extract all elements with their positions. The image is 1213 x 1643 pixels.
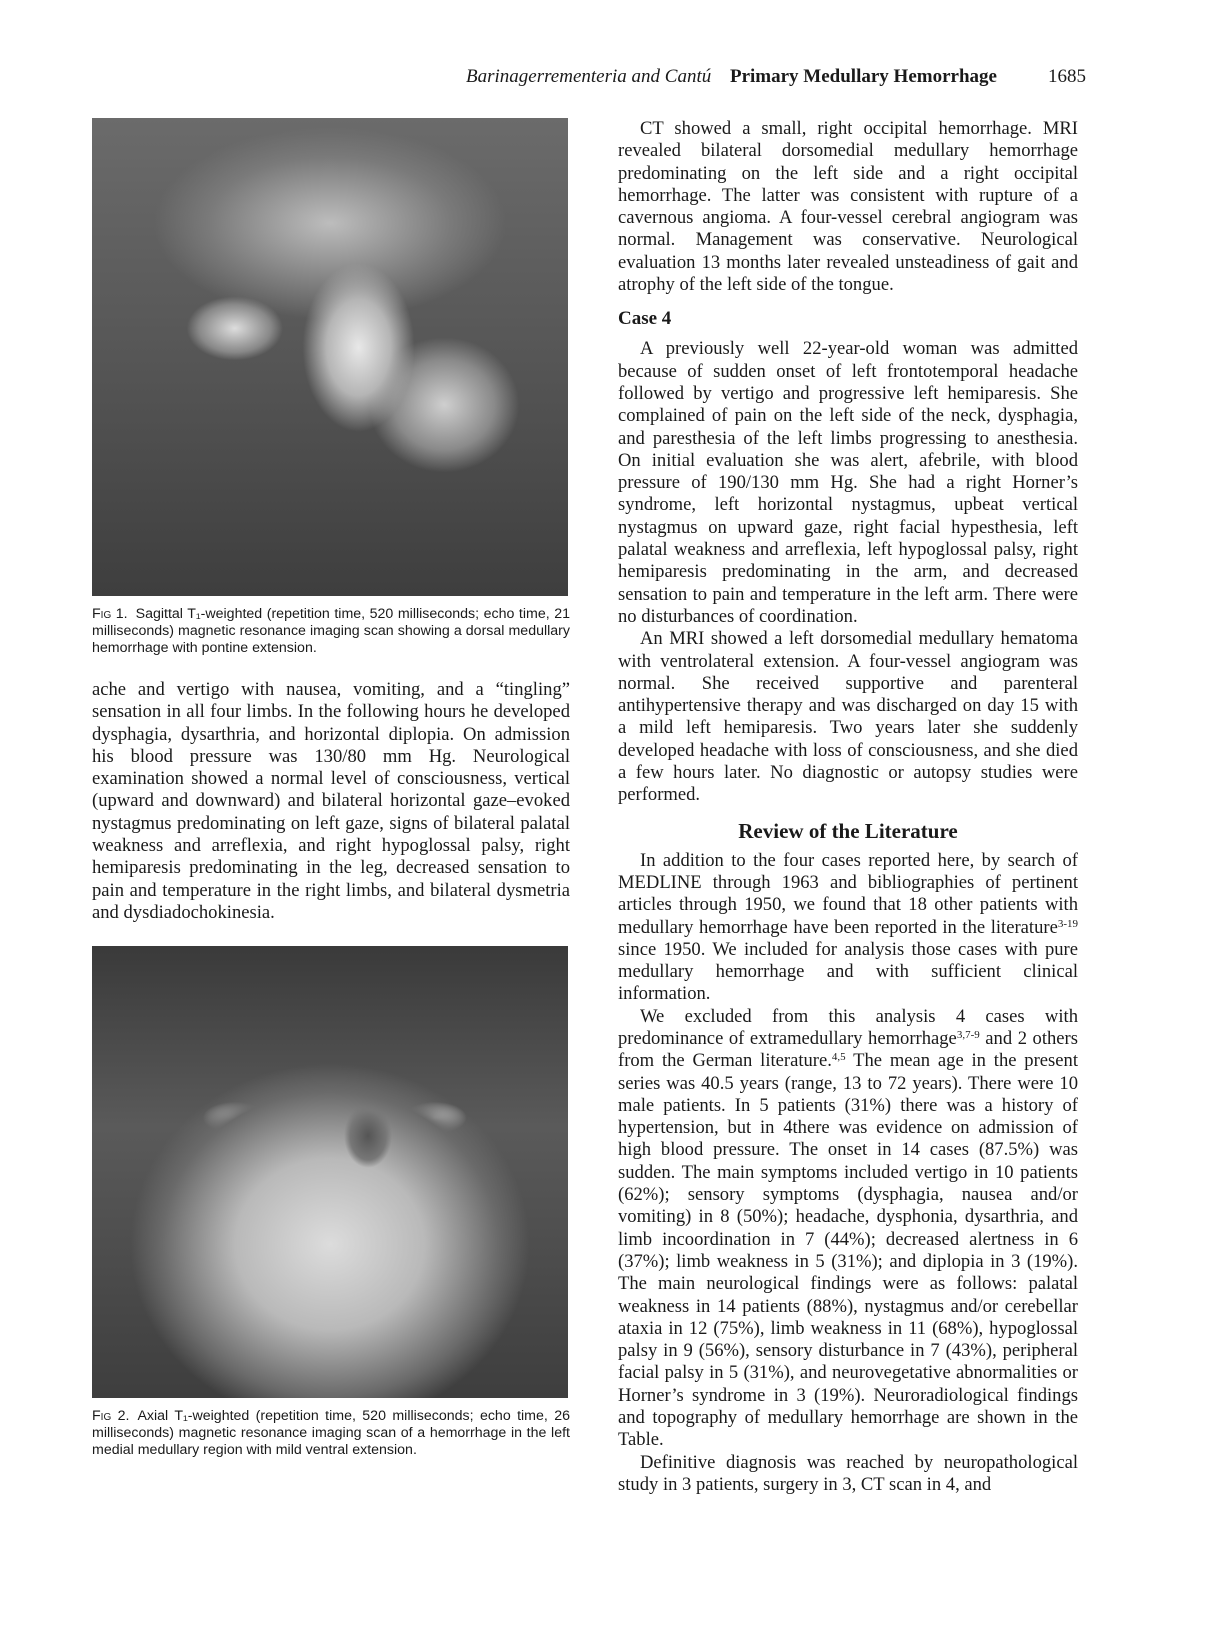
figure-2-caption-text: Axial T₁-weighted (repetition time, 520 milliseconds; echo time, 26 milliseconds) magnetic resonance imaging scan of a hemorrhage in the left medial medullary region with mild ventral extension. <box>92 1408 570 1459</box>
citation-superscript: 4,5 <box>831 1051 846 1064</box>
review-paragraph-1 <box>618 850 1078 1006</box>
review-p2-text-b: and 2 others from the German literature. <box>618 1027 1078 1072</box>
left-paragraph: ache and vertigo with nausea, vomiting, and a “tingling” sensation in all four limbs. In the following hours he developed dysphagia, dysarthria, and horizontal diplopia. On admission his blood pressure was 130/80 mm Hg. Neurological examination showed a normal level of consciousness, vertical (upward and downward) and bilateral horizontal gaze–evoked nystagmus predominating on left gaze, signs of bilateral palatal weakness and arreflexia, and right hypoglossal palsy, right hemiparesis predominating in the leg, decreased sensation to pain and temperature in the right limbs, and bilateral dysmetria and dysdiadochokinesia. <box>92 679 570 923</box>
running-header-title: Primary Medullary Hemorrhage <box>729 66 997 87</box>
review-p2-text-c: The mean age in the present series was 40.5 years (range, 13 to 72 years). There were 10 male patients. In 5 patients (31%) there was a history of hypertension, but in 4there was evidence on admission of high blood pressure. The onset in 14 cases (87.5%) was sudden. The main symptoms included vertigo in 10 patients (62%); sensory symptoms (dysphagia, nausea and/or vomiting) in 8 (50%); headache, dysphonia, dysarthria, and limb incoordination in 7 (44%); decreased alertness in 6 (37%); limb weakness in 5 (31%); and diplopia in 3 (19%). The main neurological findings were as follows: palatal weakness in 14 patients (88%), nystagmus and/or cerebellar ataxia in 12 (75%), limb weakness in 11 (68%), hypoglossal palsy in 9 (56%), sensory disturbance in 7 (43%), peripheral facial palsy in 5 (31%), and neurovegetative abnormalities or Horner’s syndrome in 3 (19%). Neuroradiological findings and topography of medullary hemorrhage are shown in the Table. <box>618 1050 1078 1451</box>
review-heading: Review of the Literature <box>738 818 958 843</box>
review-paragraph-3: Definitive diagnosis was reached by neuropathological study in 3 patients, surgery in 3, CT scan in 4, and <box>618 1451 1078 1495</box>
page-number: 1685 <box>1048 66 1086 87</box>
case-4-heading: Case 4 <box>618 308 672 330</box>
figure-2-mri-axial <box>92 946 568 1398</box>
case-4-paragraph-2: An MRI showed a left dorsomedial medullary hematoma with ventrolateral extension. A four-vessel angiogram was normal. She received supportive and parenteral antihypertensive therapy and was discharged on day 15 with a mild left hemiparesis. Two years later she suddenly developed headache with loss of consciousness, and she died a few hours later. No diagnostic or autopsy studies were performed. <box>618 628 1078 806</box>
review-p1-text-b: since 1950. We included for analysis those cases with pure medullary hemorrhage and with sufficient clinical information. <box>618 938 1078 1005</box>
left-column <box>92 118 570 1459</box>
figure-1-mri-sagittal <box>92 118 568 596</box>
case3-continued-paragraph: CT showed a small, right occipital hemorrhage. MRI revealed bilateral dorsomedial medullary hemorrhage predominating on the left side and a right occipital hemorrhage. The latter was consistent with rupture of a cavernous angioma. A four-vessel cerebral angiogram was normal. Management was conservative. Neurological evaluation 13 months later revealed unsteadiness of gait and atrophy of the left side of the tongue. <box>618 118 1078 296</box>
running-header-authors: Barinagerrementeria and Cantú <box>466 66 712 87</box>
figure-1-caption-text: Sagittal T₁-weighted (repetition time, 520 milliseconds; echo time, 21 milliseconds) magnetic resonance imaging scan showing a dorsal medullary hemorrhage with pontine extension. <box>92 606 571 656</box>
review-p1-text-a: In addition to the four cases reported here, by search of MEDLINE through 1963 and bibliographies of pertinent articles through 1950, we found that 18 other patients with medullary hemorrhage have been reported in the literature <box>618 849 1078 938</box>
figure-2-label: Fig 2. <box>92 1408 130 1425</box>
review-paragraph-2 <box>618 1006 1078 1452</box>
citation-superscript: 3,7-9 <box>956 1028 980 1041</box>
figure-2-caption <box>92 1408 570 1459</box>
citation-superscript: 3-19 <box>1057 917 1078 930</box>
running-header <box>466 66 1086 88</box>
figure-1-label: Fig 1. <box>92 606 128 622</box>
right-column <box>618 118 1078 1496</box>
case-4-paragraph-1: A previously well 22-year-old woman was admitted because of sudden onset of left frontotemporal headache followed by vertigo and progressive left hemiparesis. She complained of pain on the left side of the neck, dysphagia, and paresthesia of the left limbs progressing to anesthesia. On initial evaluation she was alert, afebrile, with blood pressure of 190/130 mm Hg. She had a right Horner’s syndrome, left horizontal nystagmus, upbeat vertical nystagmus on upward gaze, right facial hypesthesia, left palatal weakness and arreflexia, left hypoglossal palsy, right hemiparesis predominating in the arm, and decreased sensation to pain and temperature in the left arm. There were no disturbances of coordination. <box>618 338 1078 627</box>
review-p2-text-a: We excluded from this analysis 4 cases with predominance of extramedullary hemorrhage <box>618 1005 1078 1049</box>
figure-1-caption <box>92 606 570 657</box>
